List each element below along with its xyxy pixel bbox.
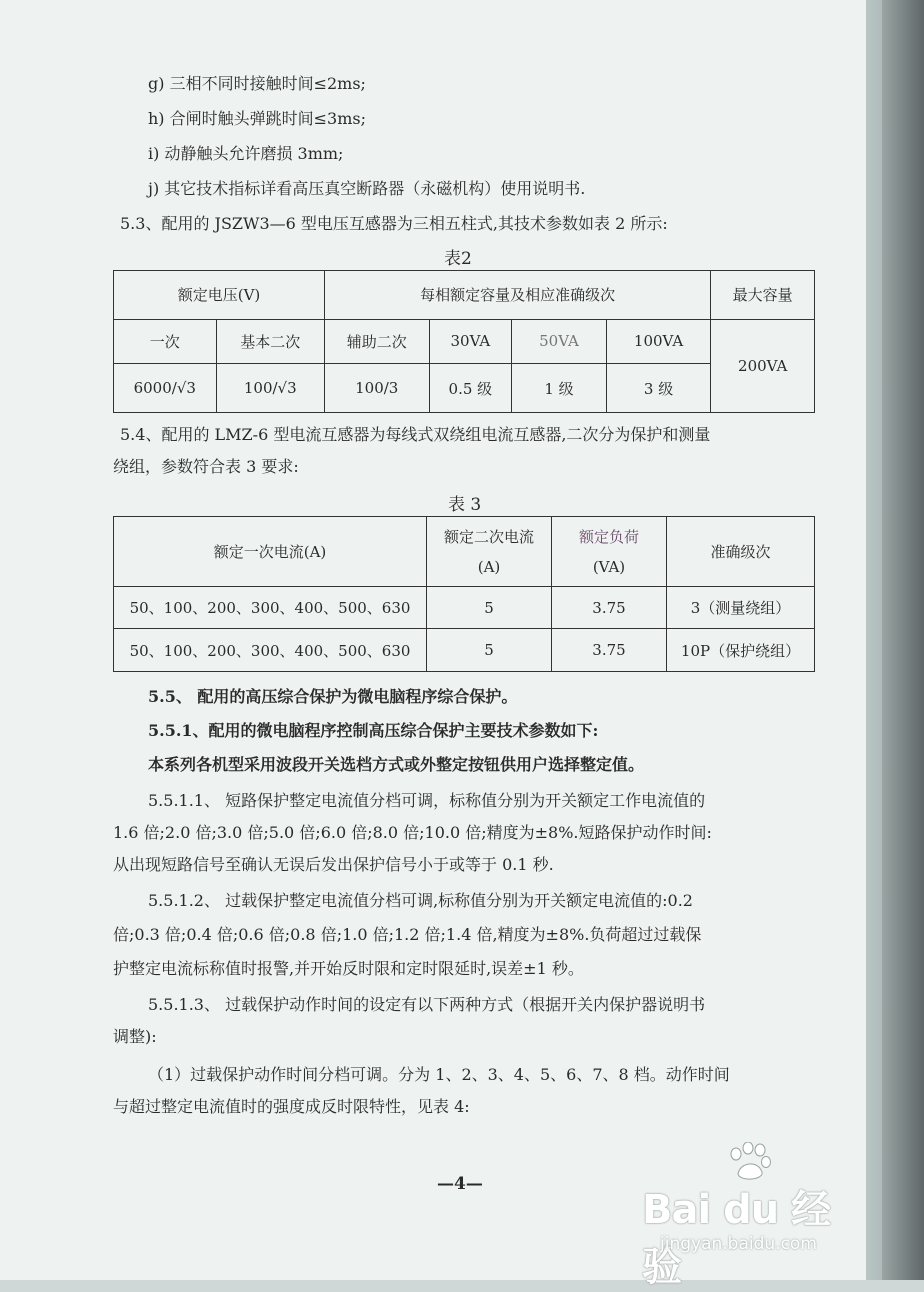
t3-r1-accuracy: 3（测量绕组） [667,587,815,629]
paragraph-1: （1）过载保护动作时间分档可调。分为 1、2、3、4、5、6、7、8 档。动作时间 [148,1065,730,1084]
section-5-5-1-1: 5.5.1.1、 短路保护整定电流值分档可调，标称值分别为开关额定工作电流值的 [148,791,706,810]
t3-r2-secondary: 5 [427,629,552,672]
t2-sub-100va: 100VA [606,319,711,364]
section-5-5-1-3-cont: 调整): [113,1027,157,1046]
t2-val-primary: 6000/√3 [114,364,217,413]
binding-shadow [882,0,924,1280]
section-5-5: 5.5、 配用的高压综合保护为微电脑程序综合保护。 [148,687,518,706]
intro-paragraph: 本系列各机型采用波段开关选档方式或外整定按钮供用户选择整定值。 [148,755,645,774]
t3-r1-secondary: 5 [427,587,552,629]
section-5-5-1-1-cont2: 从出现短路信号至确认无误后发出保护信号小于或等于 0.1 秒. [113,855,554,874]
t2-val-100va: 3 级 [606,364,711,413]
t2-sub-30va: 30VA [429,319,512,364]
item-j: j) 其它技术指标详看高压真空断路器（永磁机构）使用说明书. [148,179,586,198]
t3-h2-line2: (A) [477,557,501,576]
t3-h3-line2: (VA) [592,557,626,576]
t2-max-value: 200VA [711,319,815,412]
table2 [113,270,815,413]
paragraph-1-cont: 与超过整定电流值时的强度成反时限特性，见表 4: [113,1097,470,1116]
section-5-3: 5.3、配用的 JSZW3—6 型电压互感器为三相五柱式,其技术参数如表 2 所示: [120,214,668,233]
t3-r1-load: 3.75 [552,587,667,629]
t3-h3-line1: 额定负荷 [578,527,639,546]
item-h: h) 合闸时触头弹跳时间≤3ms; [148,109,366,128]
t3-header-primary-current: 额定一次电流(A) [114,517,427,587]
section-5-5-1-2-cont1: 倍;0.3 倍;0.4 倍;0.6 倍;0.8 倍;1.0 倍;1.2 倍;1.4 倍,精度为±8%.负荷超过过载保 [113,925,702,944]
t2-header-rated-voltage: 额定电压(V) [114,271,325,320]
t2-header-max: 最大容量 [711,271,815,320]
table3-caption: 表 3 [448,495,482,515]
t2-val-aux-secondary: 100/3 [324,364,429,413]
item-g: g) 三相不同时接触时间≤2ms; [148,74,366,93]
t2-val-30va: 0.5 级 [429,364,512,413]
page-number: —4— [437,1174,483,1194]
item-i: i) 动静触头允许磨损 3mm; [148,144,344,163]
section-5-4-cont: 绕组，参数符合表 3 要求: [113,457,299,476]
t2-sub-primary: 一次 [114,319,217,364]
section-5-5-1: 5.5.1、配用的微电脑程序控制高压综合保护主要技术参数如下: [148,721,599,740]
t3-h2-line1: 额定二次电流 [443,527,534,546]
section-5-5-1-3: 5.5.1.3、 过载保护动作时间的设定有以下两种方式（根据开关内保护器说明书 [148,995,706,1014]
t3-r2-load: 3.75 [552,629,667,672]
t2-sub-aux-secondary: 辅助二次 [324,319,429,364]
t2-sub-basic-secondary: 基本二次 [216,319,324,364]
t2-val-basic-secondary: 100/√3 [216,364,324,413]
t2-header-capacity: 每相额定容量及相应准确级次 [324,271,710,320]
t3-r2-primary: 50、100、200、300、400、500、630 [114,629,427,672]
watermark-logo: Bai du 经验 [642,1187,831,1290]
section-5-4: 5.4、配用的 LMZ-6 型电流互感器为每线式双绕组电流互感器,二次分为保护和测量 [120,425,711,444]
section-5-5-1-1-cont1: 1.6 倍;2.0 倍;3.0 倍;5.0 倍;6.0 倍;8.0 倍;10.0 倍;精度为±8%.短路保护动作时间: [113,823,712,842]
section-5-5-1-2-cont2: 护整定电流标称值时报警,并开始反时限和定时限延时,误差±1 秒。 [113,959,584,978]
paw-icon [726,1142,772,1182]
t3-header-accuracy: 准确级次 [667,517,815,587]
baidu-watermark [642,1142,866,1290]
table2-caption: 表2 [444,249,472,269]
t3-r2-accuracy: 10P（保护绕组） [667,629,815,672]
t2-val-50va: 1 级 [512,364,607,413]
t2-sub-50va: 50VA [512,319,607,364]
watermark-url: jingyan.baidu.com [660,1234,817,1254]
table-row [114,629,815,672]
t3-r1-primary: 50、100、200、300、400、500、630 [114,587,427,629]
section-5-5-1-2: 5.5.1.2、 过载保护整定电流值分档可调,标称值分别为开关额定电流值的:0.2 [148,891,693,910]
t3-header-secondary-current [427,517,552,587]
t3-header-rated-load [552,517,667,587]
table-row [114,587,815,629]
table3 [113,516,815,672]
